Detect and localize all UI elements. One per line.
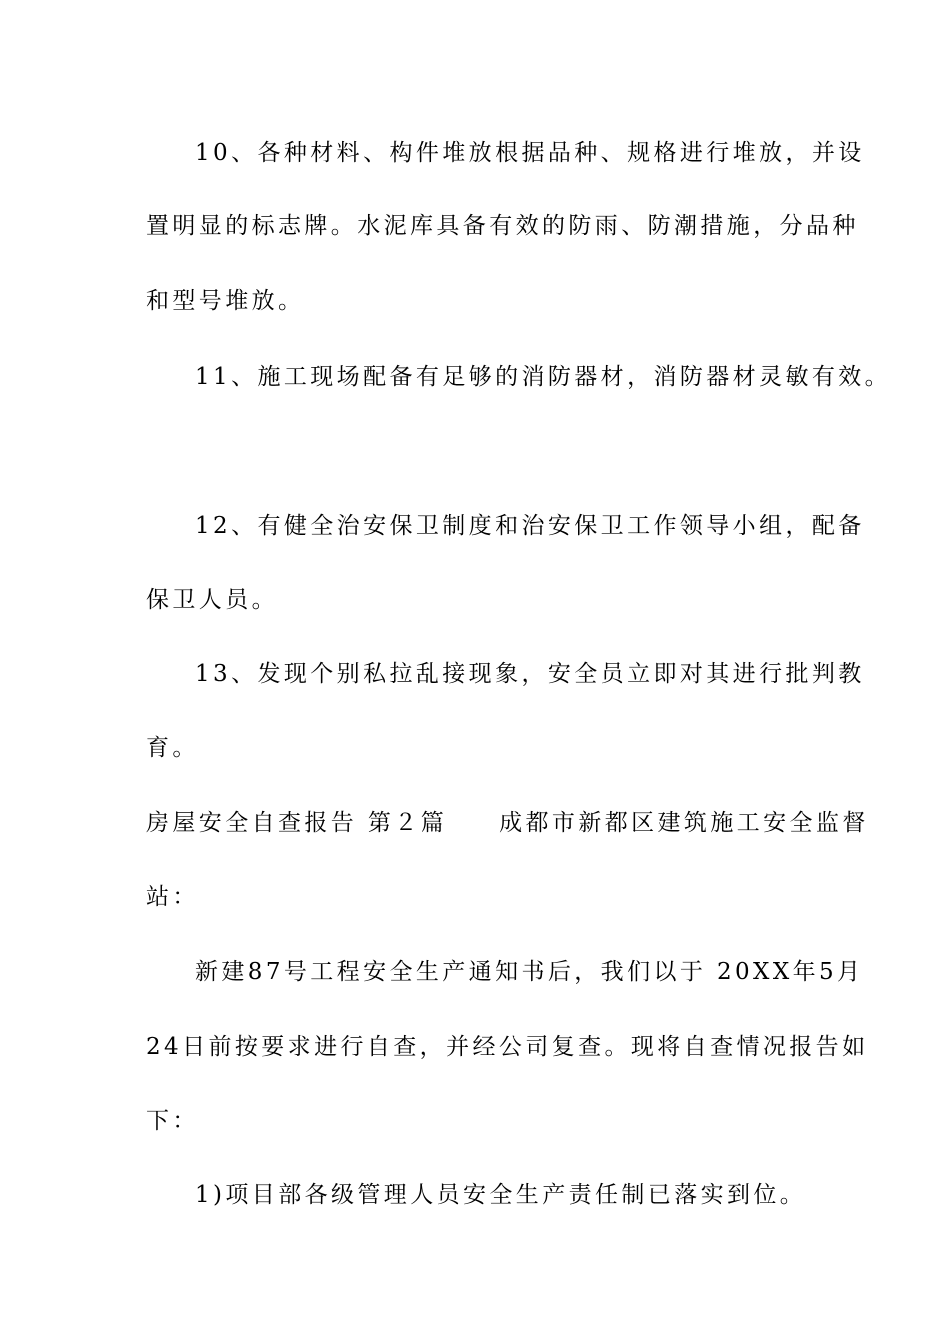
paragraph-10-line-3: 和型号堆放。 bbox=[146, 288, 305, 314]
report-paragraph-line-2: 24日前按要求进行自查，并经公司复查。现将自查情况报告如 bbox=[146, 1034, 869, 1060]
paragraph-13-line-1: 13、发现个别私拉乱接现象，安全员立即对其进行批判教 bbox=[195, 661, 865, 687]
report-paragraph-line-3: 下： bbox=[146, 1108, 199, 1134]
paragraph-10-line-2: 置明显的标志牌。水泥库具备有效的防雨、防潮措施，分品种 bbox=[146, 213, 859, 239]
recipient-line-1: 成都市新都区建筑施工安全监督 bbox=[499, 810, 869, 836]
paragraph-11-line-1: 11、施工现场配备有足够的消防器材，消防器材灵敏有效。 bbox=[195, 364, 892, 390]
section-title: 房屋安全自查报告 第２篇 bbox=[146, 810, 448, 836]
paragraph-12-line-2: 保卫人员。 bbox=[146, 587, 278, 613]
list-item-1: 1)项目部各级管理人员安全生产责任制已落实到位。 bbox=[195, 1182, 807, 1208]
paragraph-13-line-2: 育。 bbox=[146, 735, 199, 761]
paragraph-10-line-1: 10、各种材料、构件堆放根据品种、规格进行堆放，并设 bbox=[195, 140, 865, 166]
paragraph-12-line-1: 12、有健全治安保卫制度和治安保卫工作领导小组，配备 bbox=[195, 513, 865, 539]
section-heading-line bbox=[146, 808, 869, 838]
report-paragraph-line-1: 新建87号工程安全生产通知书后，我们以于 20XX年5月 bbox=[195, 959, 864, 985]
recipient-line-2: 站： bbox=[146, 884, 199, 910]
